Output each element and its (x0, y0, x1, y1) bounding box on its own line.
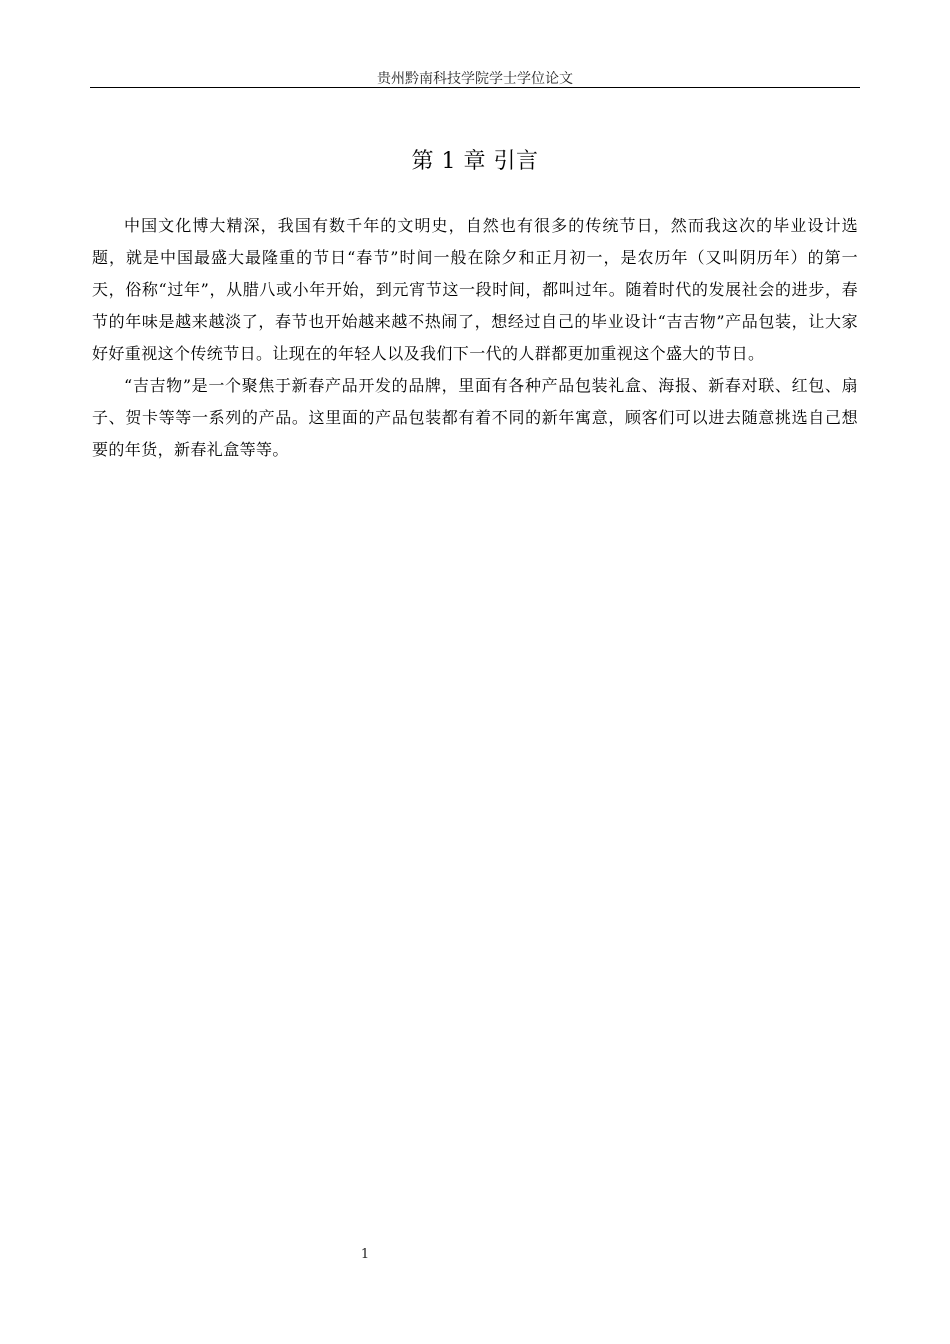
page-number: 1 (360, 1247, 370, 1262)
header-divider (90, 87, 860, 88)
paragraph: “吉吉物”是一个聚焦于新春产品开发的品牌，里面有各种产品包装礼盒、海报、新春对联、红包、扇子、贺卡等等一系列的产品。这里面的产品包装都有着不同的新年寓意，顾客们可以进去随意挑选自己想要的年货，新春礼盒等等。 (92, 376, 858, 459)
paragraph: 中国文化博大精深，我国有数千年的文明史，自然也有很多的传统节日，然而我这次的毕业设计选题，就是中国最盛大最隆重的节日“春节”时间一般在除夕和正月初一，是农历年（又叫阴历年）的第一天，俗称“过年”，从腊八或小年开始，到元宵节这一段时间，都叫过年。随着时代的发展社会的进步，春节的年味是越来越淡了，春节也开始越来越不热闹了，想经过自己的毕业设计“吉吉物”产品包装，让大家好好重视这个传统节日。让现在的年轻人以及我们下一代的人群都更加重视这个盛大的节日。 (92, 216, 858, 363)
chapter-title: 第 1 章 引言 (411, 149, 539, 174)
body-text (92, 210, 858, 466)
running-header: 贵州黔南科技学院学士学位论文 (377, 71, 573, 87)
